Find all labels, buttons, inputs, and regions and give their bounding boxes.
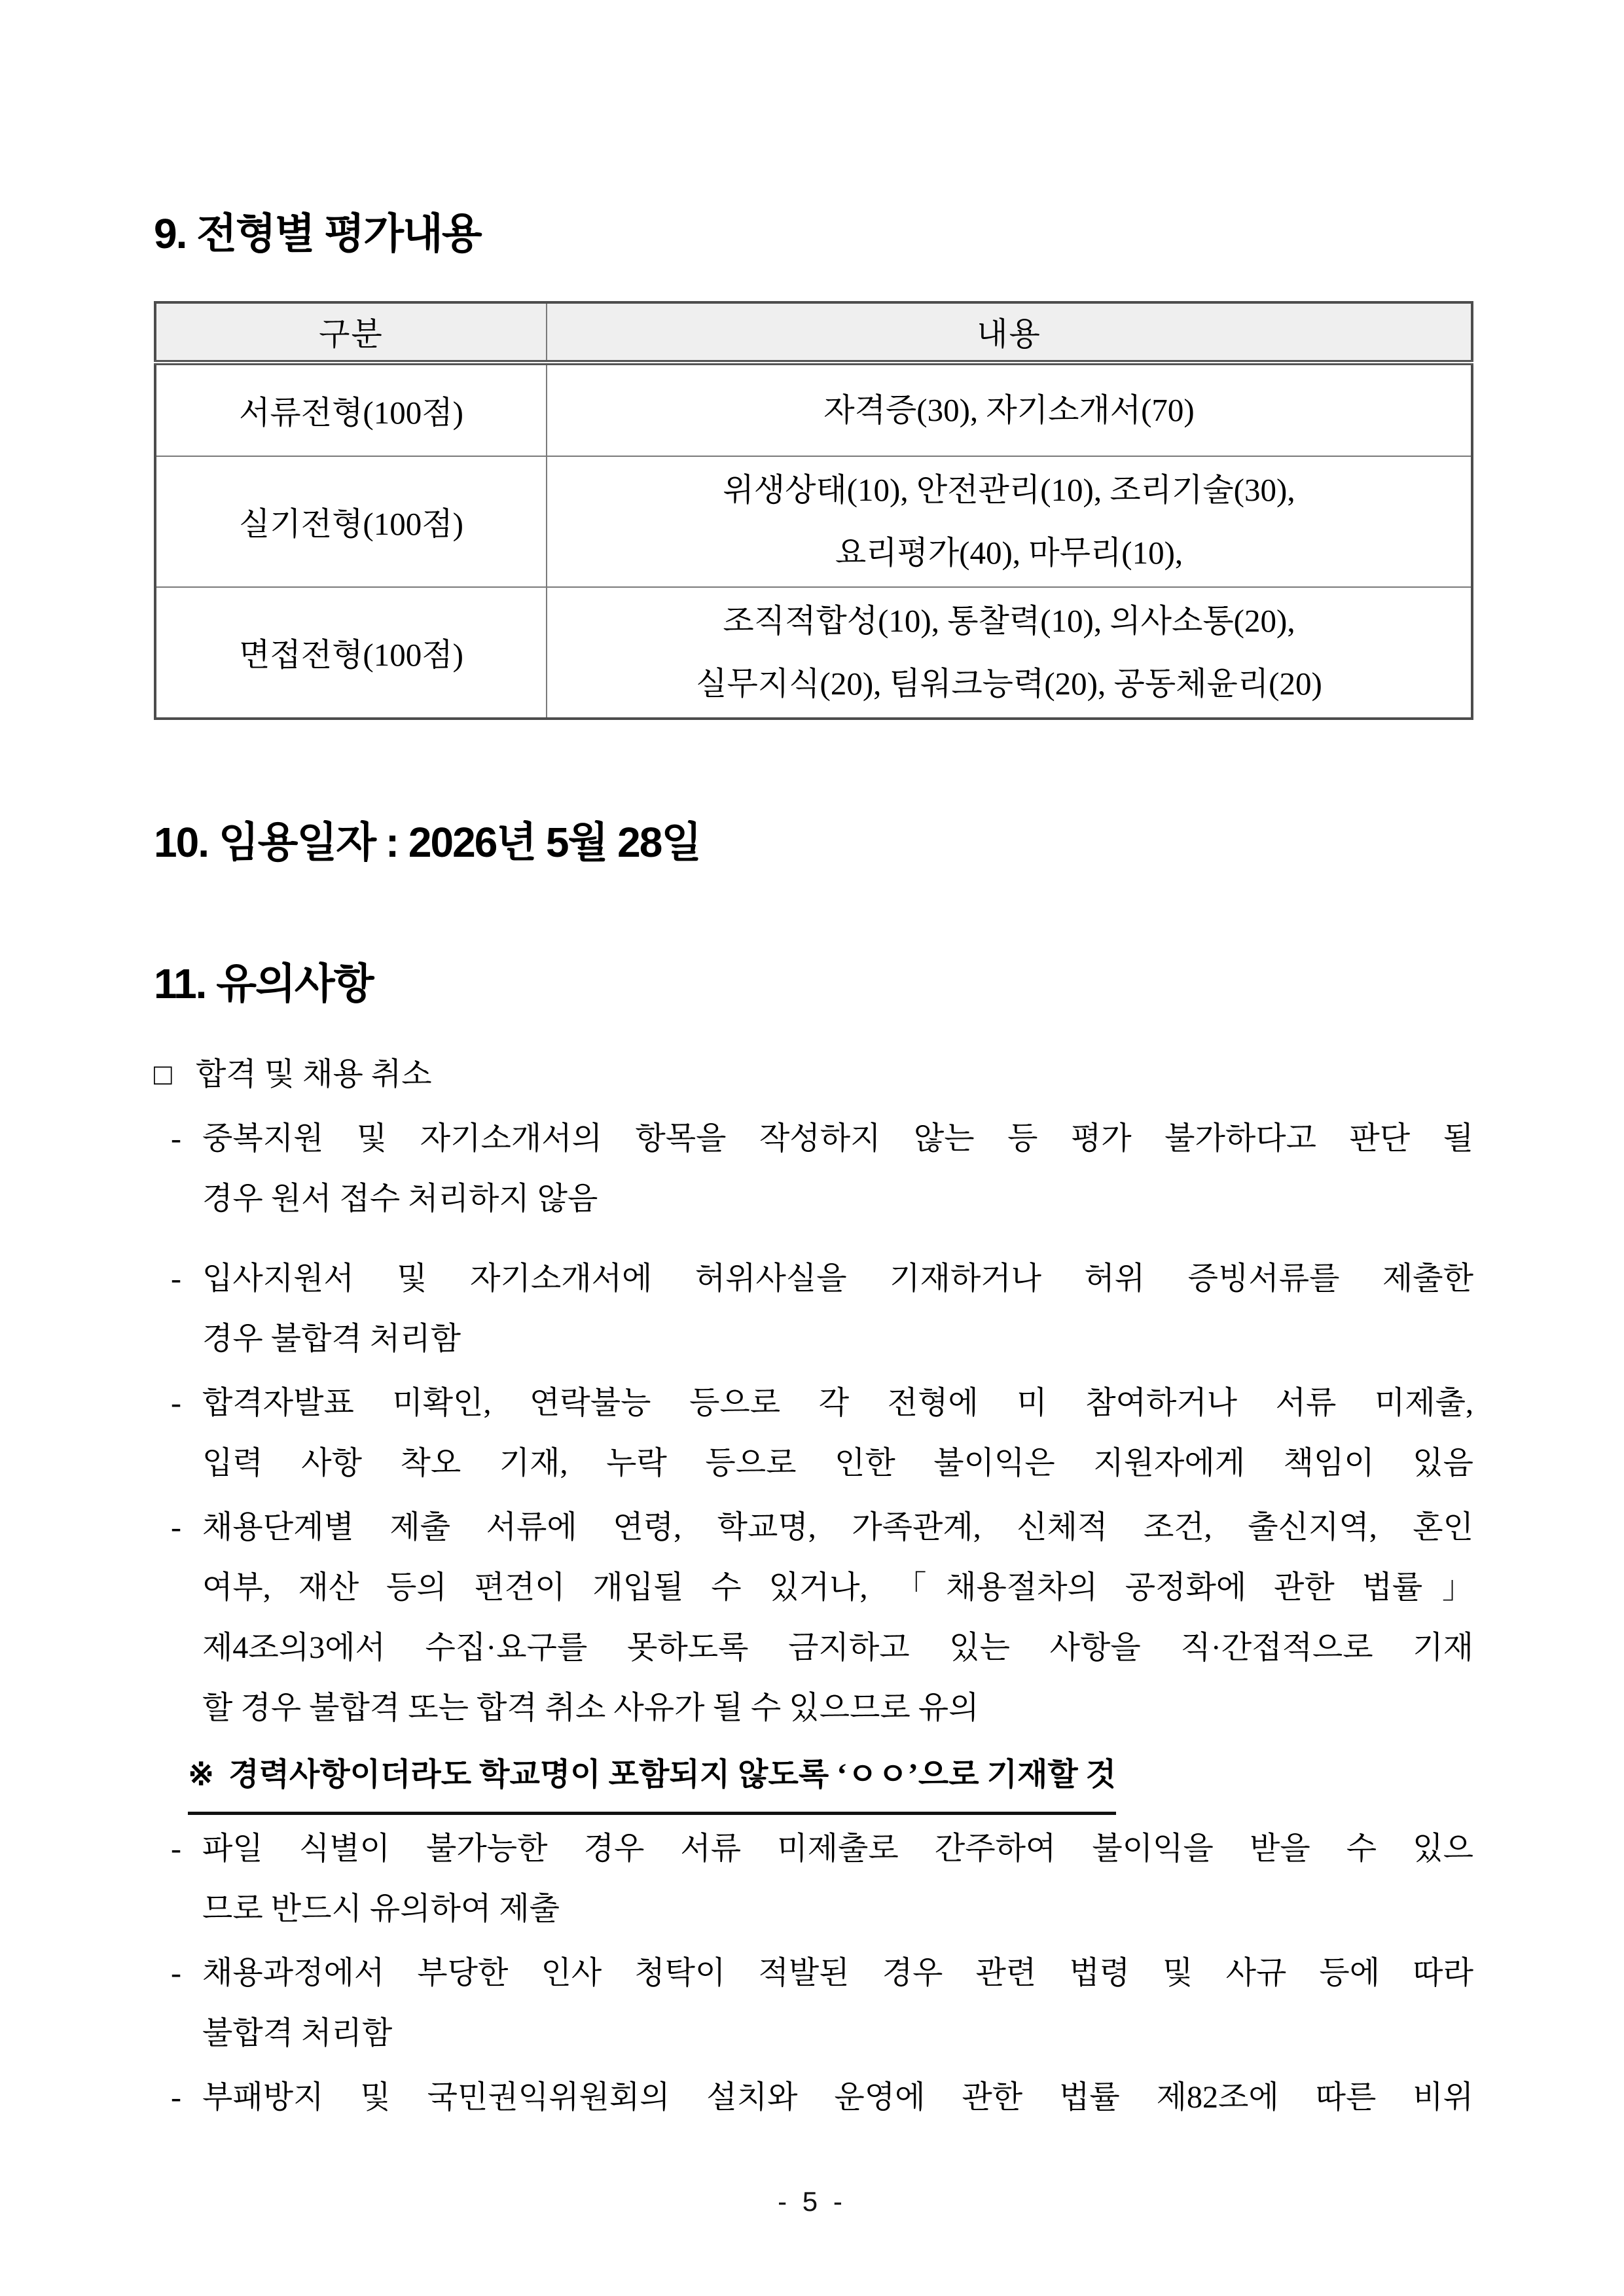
checkbox-glyph: □ [154,1058,172,1091]
note-line: 할 경우 불합격 또는 합격 취소 사유가 될 수 있으므로 유의 [202,1691,979,1725]
note-line: 므로 반드시 유의하여 제출 [202,1892,560,1926]
note-item [188,1745,1473,1815]
note-item [154,1498,1473,1738]
section-9-heading: 9. 전형별 평가내용 [154,210,481,257]
evaluation-table [154,301,1473,720]
notes-subheading [154,1045,1473,1105]
note-line: 경우 원서 접수 처리하지 않음 [202,1181,598,1216]
note-item [154,1819,1473,1939]
cell-content-line: 조직적합성(10), 통찰력(10), 의사소통(20), [723,603,1295,639]
cell-content [547,587,1472,719]
notes-section [154,1045,1473,2128]
cell-category: 서류전형(100점) [239,395,463,431]
note-item [154,1249,1473,1369]
bullet-marker: - [171,1121,181,1156]
table-header-row [155,302,1472,363]
note-line: 제4조의3에서 수집·요구를 못하도록 금지하고 있는 사항을 직·간접적으로 기재 [202,1630,1473,1665]
section-11-heading: 11. 유의사항 [154,960,373,1007]
bullet-marker: - [171,1831,181,1866]
cell-content-line: 요리평가(40), 마무리(10), [835,535,1183,571]
note-line: 입력 사항 착오 기재, 누락 등으로 인한 불이익은 지원자에게 책임이 있음 [202,1446,1473,1480]
cell-content-line: 실무지식(20), 팀워크능력(20), 공동체윤리(20) [696,666,1322,702]
table-row [155,456,1472,587]
note-item [154,1943,1473,2064]
note-line: - 채용과정에서 부당한 인사 청탁이 적발된 경우 관련 법령 및 사규 등에 따라 [154,1943,1473,2003]
section-10-heading: 10. 임용일자 : 2026년 5월 28일 [154,819,701,866]
reference-marker: ※ [188,1757,215,1792]
cell-category: 실기전형(100점) [155,456,547,587]
bullet-marker: - [171,1261,181,1296]
cell-content-line: 자격증(30), 자기소개서(70) [823,392,1195,428]
cell-content [547,456,1472,587]
table-row [155,587,1472,719]
note-line: - 파일 식별이 불가능한 경우 서류 미제출로 간주하여 불이익을 받을 수 있으 [154,1819,1473,1879]
note-line: - 채용단계별 제출 서류에 연령, 학교명, 가족관계, 신체적 조건, 출신지역, 혼인 [154,1498,1473,1558]
note-line: - 중복지원 및 자기소개서의 항목을 작성하지 않는 등 평가 불가하다고 판단 될 [154,1109,1473,1169]
note-line: - 입사지원서 및 자기소개서에 허위사실을 기재하거나 허위 증빙서류를 제출한 [154,1249,1473,1309]
note-line [188,1745,1473,1815]
column-header-content: 내용 [547,302,1472,363]
underlined-note: ※ 경력사항이더라도 학교명이 포함되지 않도록 ‘ㅇㅇ’으로 기재할 것 [188,1745,1116,1815]
cell-content [547,363,1472,456]
bullet-marker: - [171,1956,181,1990]
note-item [154,1109,1473,1229]
cell-category: 면접전형(100점) [155,587,547,719]
bullet-marker: - [171,1386,181,1420]
note-line: 불합격 처리함 [202,2016,393,2051]
notes-subheading-text: 합격 및 채용 취소 [196,1057,432,1092]
note-line: 경우 불합격 처리함 [202,1321,461,1356]
page-number: - 5 - [778,2186,846,2217]
table-row [155,363,1472,456]
page-content [154,0,1473,2128]
column-header-category: 구분 [155,302,547,363]
bullet-marker: - [171,1510,181,1545]
note-item [154,2068,1473,2128]
note-line: - 합격자발표 미확인, 연락불능 등으로 각 전형에 미 참여하거나 서류 미제출, [154,1373,1473,1433]
note-item [154,1373,1473,1494]
bullet-marker: - [171,2080,181,2115]
note-line: - 부패방지 및 국민권익위원회의 설치와 운영에 관한 법률 제82조에 따른 비위 [154,2068,1473,2128]
note-line: 여부, 재산 등의 편견이 개입될 수 있거나, 「채용절차의 공정화에 관한 법률」 [202,1570,1473,1605]
cell-content-line: 위생상태(10), 안전관리(10), 조리기술(30), [723,472,1295,508]
